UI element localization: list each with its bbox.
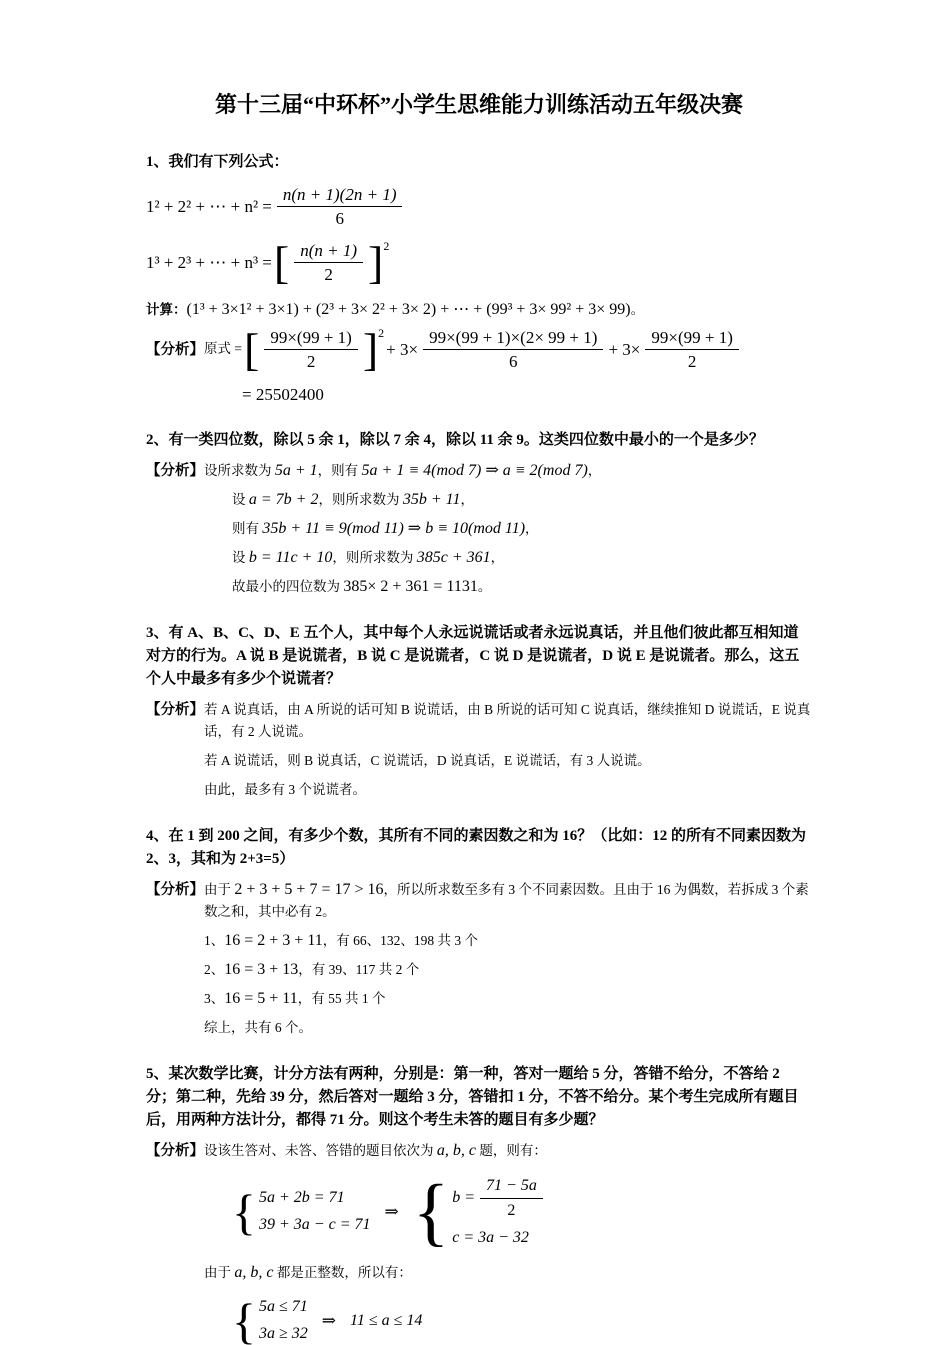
problem-2 [146,429,812,598]
analysis-label: 【分析】 [146,1142,204,1159]
analysis-line: 若 A 说真话，由 A 所说的话可知 B 说谎话，由 B 所说的话可知 C 说真话，继续推知 D 说谎话，E 说真话，有 2 人说谎。 [204,701,811,739]
fraction [423,327,603,373]
operator: + 3× [608,339,641,359]
equation-lhs: b = [452,1189,476,1206]
fraction [645,327,739,373]
analysis-body [204,460,812,598]
analysis-expression [204,323,812,375]
problem-1-analysis [146,323,812,375]
analysis-line [204,460,812,482]
analysis-label: 【分析】 [146,881,204,898]
analysis-line: 若 A 说谎话，则 B 说真话，C 说谎话，D 说真话，E 说谎话，有 3 人说谎。 [204,752,651,768]
text-segment: 都是正整数，所以有： [273,1264,412,1280]
text-segment: 3、 [204,990,225,1006]
analysis-label: 【分析】 [146,701,204,718]
formula-lhs: 1² + 2² + ⋯ + n² = [146,197,272,217]
text-segment: 设 [232,491,249,507]
text-segment: 5a + 1 [274,461,318,479]
analysis-body [204,879,812,1039]
analysis-line [232,576,812,598]
equation-with-fraction [452,1175,548,1222]
document-title: 第十三届“中环杯”小学生思维能力训练活动五年级决赛 [214,92,743,117]
equation: c = 3a − 32 [452,1228,529,1246]
fraction-denominator: 6 [277,206,403,229]
formula-lhs: 1³ + 2³ + ⋯ + n³ = [146,252,272,272]
text-segment: 35b + 11 [402,490,461,508]
problem-2-heading: 2、有一类四位数，除以 5 余 1，除以 7 余 4，除以 11 余 9。这类四位数中最小的一个是多少？ [146,431,764,448]
text-segment: 2、 [204,961,225,977]
inequality-system-row [232,1292,812,1345]
fraction-numerator: 99×(99 + 1)×(2× 99 + 1) [429,327,598,347]
equation-system [452,1175,548,1249]
left-brace: { [232,1292,256,1345]
text-segment: ， [587,462,602,478]
text-segment: 。 [477,578,492,594]
implies-arrow: ⇒ [321,1310,337,1330]
fraction-denominator: 2 [264,349,358,372]
problem-5 [146,1063,812,1345]
analysis-line [204,988,812,1010]
analysis-line: 由此，最多有 3 个说谎者。 [204,781,366,797]
implies-arrow: ⇒ [384,1201,399,1221]
text-segment: 设该生答对、未答、答错的题目依次为 [204,1142,437,1158]
text-segment: ，则有 [317,462,362,478]
problem-4 [146,825,812,1039]
problem-5-heading: 5、某次数学比赛，计分方法有两种，分别是：第一种，答对一题给 5 分，答错不给分，不答给 2 分；第二种，先给 39 分，然后答对一题给 3 分，答错扣 1 分，不答不给分。某个考生完成所有题目后，用两种方法计分，都得 71 分。则这个考生未答的题目有多少题？ [146,1065,799,1128]
text-segment: 。 [630,301,645,317]
text-segment: ， [490,549,505,565]
text-segment: 2 + 3 + 5 + 7 = 17 > 16 [234,880,384,898]
analysis-body [204,699,812,801]
text-segment: b = 11c + 10 [248,548,333,566]
text-segment: 16 = 5 + 11 [224,989,298,1007]
text-segment: ，有 39、117 共 2 个 [298,961,420,977]
fraction-numerator: 99×(99 + 1) [270,327,352,347]
text-segment: ， [460,491,474,507]
problem-4-analysis [146,879,812,1039]
problem-5-analysis [146,1140,812,1345]
formula-sum-of-squares [146,184,812,230]
text-segment: ，有 55 共 1 个 [297,990,386,1006]
text-segment: (1³ + 3×1² + 3×1) + (2³ + 3× 2² + 3× 2) + ⋯ + (99³ + 3× 99² + 3× 99) [186,300,631,318]
text-segment: 综上，共有 6 个。 [204,1019,312,1035]
left-bracket: [ [273,236,290,288]
equation-system [259,1187,371,1236]
fraction-denominator: 2 [294,262,363,285]
analysis-label: 【分析】 [146,341,204,358]
text-segment: 16 = 3 + 13 [224,960,299,978]
right-bracket: ] [368,236,384,288]
equation: 5a + 2b = 71 [259,1189,345,1206]
fraction [264,327,358,373]
fraction-numerator: n(n + 1)(2n + 1) [282,185,397,204]
equation: 39 + 3a − c = 71 [259,1216,371,1233]
calc-expression [146,298,812,319]
text-segment: ，所以所求数至多有 3 个不同素因数。且由于 16 为偶数，若拆成 3 个素数之和，其中必有 2。 [204,881,809,919]
text-segment: ，则所求数为 [318,491,403,507]
inequality: 5a ≤ 71 [259,1298,308,1315]
problem-3-analysis [146,699,812,801]
text-segment: 16 = 2 + 3 + 11 [224,931,323,949]
equation-system-row [232,1169,812,1254]
analysis-line [232,518,812,540]
fraction [294,240,363,286]
analysis-body [204,1140,812,1345]
fraction-denominator: 2 [480,1198,543,1222]
analysis-line [204,1017,812,1039]
text-segment: 385× 2 + 361 = 1131 [343,577,478,595]
operator: + 3× [386,339,419,359]
text-segment: 35b + 11 ≡ 9(mod 11) ⇒ b ≡ 10(mod 11) [262,519,526,537]
analysis-line [204,959,812,981]
analysis-line [232,489,812,511]
problem-1 [146,151,812,405]
text-segment: 由于 [204,881,235,897]
text-segment: a, b, c [234,1263,274,1281]
problem-3-heading: 3、有 A、B、C、D、E 五个人，其中每个人永远说谎话或者永远说真话，并且他们彼此都互相知道对方的行为。A 说 B 是说谎者，B 说 C 是说谎者，C 说 D 是说谎者，D 说 E 是说谎者。那么，这五个人中最多有多少个说谎者？ [146,624,800,687]
text-segment: a, b, c [436,1141,476,1159]
fraction-numerator: n(n + 1) [300,240,358,260]
exponent: 2 [378,325,385,340]
fraction-denominator: 2 [645,349,739,372]
problem-4-heading: 4、在 1 到 200 之间，有多少个数，其所有不同的素因数之和为 16？（比如：12 的所有不同素因数为 2、3，其和为 2+3=5） [146,827,807,867]
text-segment: 设 [232,549,249,565]
text-segment: ， [525,520,539,536]
bracketed-expression [244,323,385,375]
left-brace: { [232,1183,256,1240]
analysis-line [204,879,812,923]
text-segment: 由于 [204,1264,235,1280]
left-bracket: [ [244,323,260,375]
text-segment: 385c + 361 [416,548,491,566]
text-segment: 则有 [232,520,263,536]
equation-system [259,1296,308,1345]
analysis-line [204,1140,812,1162]
fraction-numerator: 71 − 5a [486,1176,537,1194]
conclusion: 11 ≤ a ≤ 14 [350,1311,423,1329]
result-line: = 25502400 [242,384,324,404]
text-segment: a = 7b + 2 [248,490,319,508]
fraction [480,1175,543,1222]
analysis-line [232,547,812,569]
analysis-line [204,930,812,952]
text-segment: 题，则有： [475,1142,547,1158]
text-segment: 设所求数为 [204,462,275,478]
exponent: 2 [383,238,390,253]
problem-1-heading: 1、我们有下列公式： [146,154,289,170]
text-segment: ，有 66、132、198 共 3 个 [322,932,478,948]
text-segment: 5a + 1 ≡ 4(mod 7) ⇒ a ≡ 2(mod 7) [361,461,588,479]
inequality: 3a ≥ 32 [259,1325,308,1342]
bracketed-expression [273,236,390,288]
right-bracket: ] [362,323,379,375]
fraction-numerator: 99×(99 + 1) [651,327,733,347]
text-segment: 1、 [204,932,225,948]
expression-prefix: 原式 = [204,341,242,357]
problem-2-analysis [146,460,812,598]
text-segment: 计算： [146,301,187,317]
formula-sum-of-cubes [146,236,812,288]
analysis-body [204,323,812,375]
analysis-label: 【分析】 [146,462,204,479]
analysis-line [204,1262,812,1284]
fraction-denominator: 6 [423,349,603,372]
problem-3 [146,622,812,801]
fraction [277,184,403,230]
left-brace: { [412,1169,450,1254]
text-segment: 故最小的四位数为 [232,578,344,594]
text-segment: ，则所求数为 [332,549,417,565]
